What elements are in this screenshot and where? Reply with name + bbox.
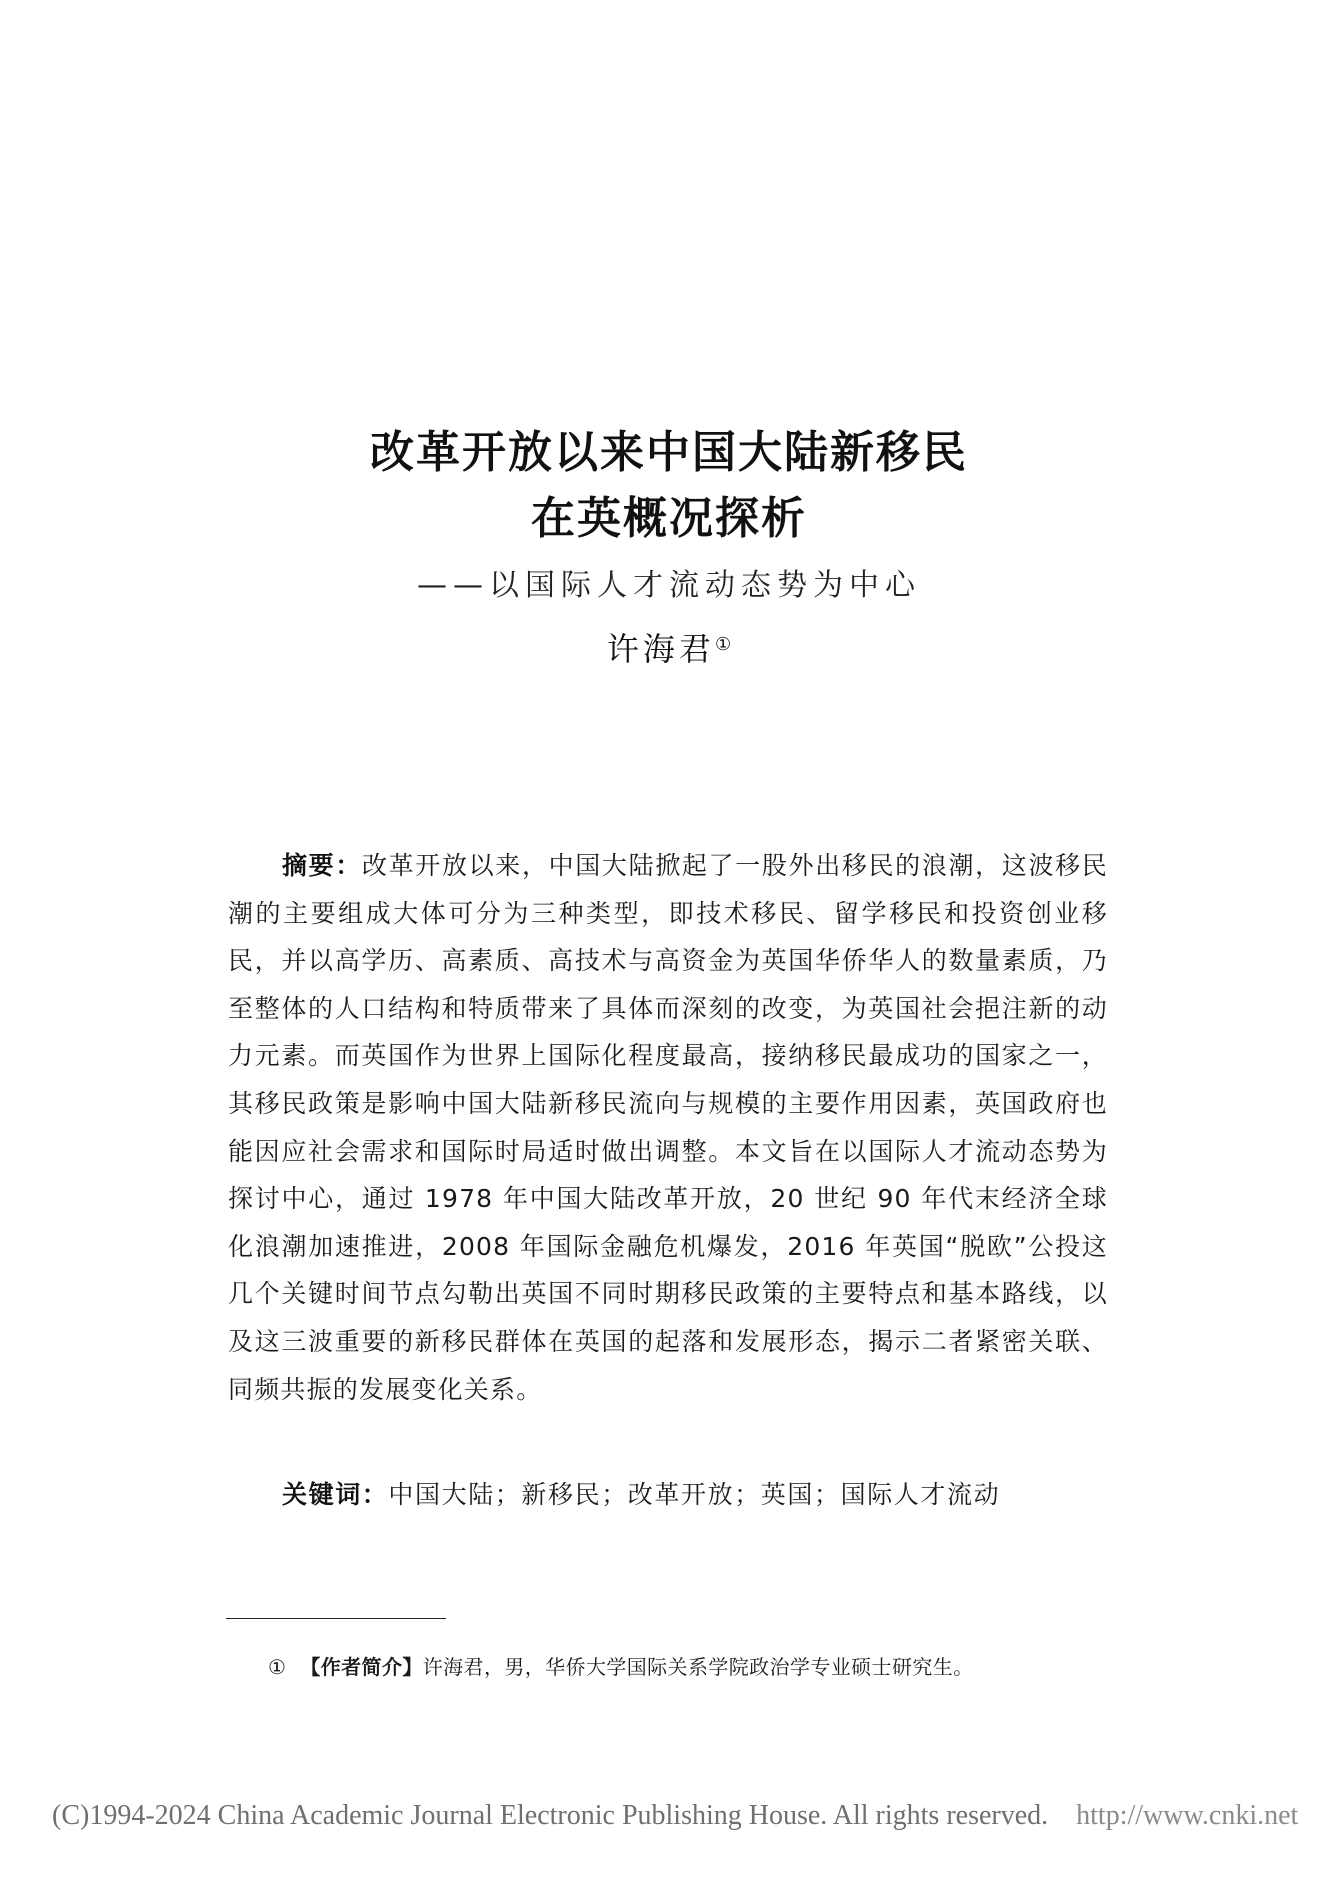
keywords: [282, 1475, 1122, 1515]
copyright-text: (C)1994-2024 China Academic Journal Electronic Publishing House. All rights reserved.: [52, 1800, 1049, 1831]
footnote: [268, 1652, 1168, 1682]
author-name: 许海君: [606, 630, 715, 668]
paper-title-line-1: 改革开放以来中国大陆新移民: [370, 427, 968, 478]
author-footnote-mark[interactable]: ①: [714, 634, 732, 655]
author-line: [0, 626, 1338, 672]
copyright-watermark: [52, 1796, 1338, 1836]
keywords-text: 中国大陆；新移民；改革开放；英国；国际人才流动: [388, 1480, 1001, 1509]
footnote-divider: [226, 1618, 446, 1619]
abstract-text: 改革开放以来，中国大陆掀起了一股外出移民的浪潮，这波移民潮的主要组成大体可分为三种类型，即技术移民、留学移民和投资创业移民，并以高学历、高素质、高技术与高资金为英国华侨华人的数量素质，乃至整体的人口结构和特质带来了具体而深刻的改变，为英国社会挹注新的动力元素。而英国作为世界上国际化程度最高，接纳移民最成功的国家之一，其移民政策是影响中国大陆新移民流向与规模的主要作用因素，英国政府也能因应社会需求和国际时局适时做出调整。本文旨在以国际人才流动态势为探讨中心，通过 1978 年中国大陆改革开放，20 世纪 90 年代末经济全球化浪潮加速推进，2008 年国际金融危机爆发，2016 年英国“脱欧”公投这几个关键时间节点勾勒出英国不同时期移民政策的主要特点和基本路线，以及这三波重要的新移民群体在英国的起落和发展形态，揭示二者紧密关联、同频共振的发展变化关系。: [228, 851, 1108, 1404]
footnote-mark: ①: [268, 1655, 287, 1679]
paper-subtitle: ——以国际人才流动态势为中心: [417, 568, 921, 603]
footnote-text: 许海君，男，华侨大学国际关系学院政治学专业硕士研究生。: [422, 1655, 974, 1679]
abstract-label: 摘要：: [282, 851, 362, 880]
keywords-label: 关键词：: [282, 1480, 389, 1509]
footnote-label: 【作者简介】: [300, 1655, 423, 1679]
title-block: [0, 420, 1338, 672]
abstract: [228, 842, 1108, 1413]
copyright-url[interactable]: http://www.cnki.net: [1076, 1800, 1299, 1831]
paper-title-line-2: 在英概况探析: [531, 493, 807, 544]
